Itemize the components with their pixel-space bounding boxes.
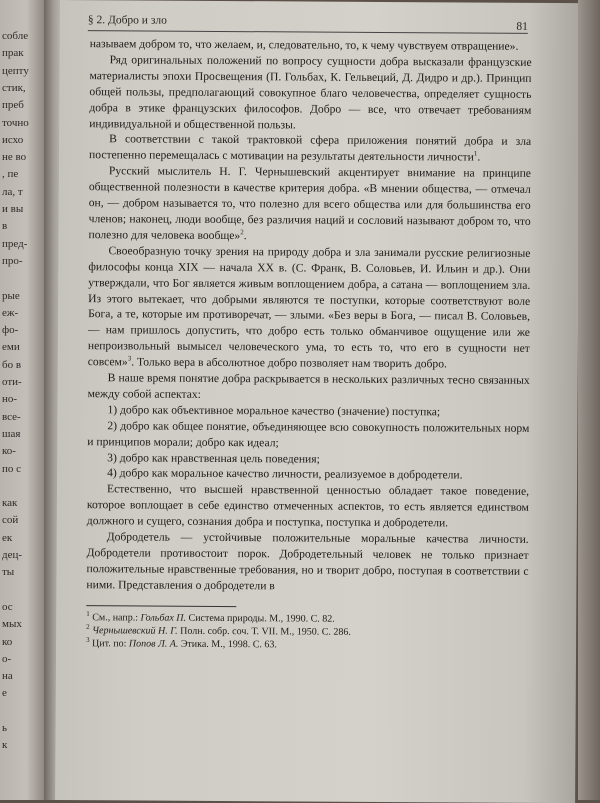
paragraph: 3) добро как нравственная цель поведения; (107, 450, 320, 466)
footnote-author: Попов Л. А. (128, 638, 179, 650)
paragraph: Естественно, что высшей нравственной ценностью обладает такое поведение, которое воплощает в себе единство отмеченных аспектов, то есть является единством должного и сущего, сознания добра и поступка, поступка и добродетели. (86, 482, 530, 530)
footnote-author: Чернышевский Н. Г. (92, 624, 178, 637)
page-right-edge (578, 0, 600, 800)
left-page-fragment: про- (2, 254, 23, 267)
left-page-fragment: еми (2, 341, 20, 354)
left-page-fragment: дец- (2, 549, 23, 561)
left-page-fragment: как (2, 497, 18, 510)
left-page-fragment: в (2, 220, 8, 233)
footnote-ref: 1 (473, 150, 478, 159)
paragraph: В соответствии с такой трактовкой сфера приложения понятий добра и зла постепенно перемещалась с мотивации на результаты деятельности личности$^1$. (89, 132, 532, 164)
paragraph: Ряд оригинальных положений по вопросу сущности добра высказали французские материалисты эпохи Просвещения (П. Гольбах, К. Гельвеций, Д. Дидро и др.). Принцип общей пользы, предполагающий совокупное благо человечества, определяет сущность добра в этике французских философов. Добро — все, что отвечает требованиям индивидуальной и общественной пользы. (89, 53, 532, 131)
left-page-fragment: е (2, 687, 7, 700)
paragraph: 4) добро как моральное качество личности, реализуемое в добродетели. (107, 466, 463, 482)
footnote-author: Гольбах П. (140, 612, 187, 624)
footnote-separator (86, 605, 236, 607)
left-page-fragment: ек (2, 531, 13, 544)
page-body (86, 36, 532, 652)
left-page-fragment: мых (2, 618, 22, 631)
paragraph: Добродетель — устойчивые положительные моральные качества личности. Добродетели противостоит порок. Добродетельный человек не только признает положительные нравственные требования, но и творит добро, поступая в соответствии с ними. Представления о добродетели в (86, 530, 529, 593)
left-page-fragment: сой (2, 514, 19, 527)
left-page-fragment: шая (2, 427, 21, 440)
left-page-fragment: точно (2, 116, 29, 129)
left-page-fragment: ла, т (2, 185, 23, 198)
paragraph: Своеобразную точку зрения на природу добра и зла занимали русские религиозные философы конца XIX — начала XX в. (С. Франк, В. Соловьев, И. Ильин и др.). Они утверждали, что Бог является живым воплощением добра, а сатана — воплощением зла. Из этого вытекает, что добрыми являются те поступки, которые соответствуют воле Бога, а те, которые им противоречат, — злыми. «Без веры в Бога, — писал В. Соловьев, — нам пришлось допустить, что добро есть только обманчивое ощущение или же непроизвольный вымысел человеческого ума, то есть то, что его в сущности нет совсем»$^3$. Только вера в абсолютное добро позволяет нам творить добро. (87, 244, 531, 371)
left-page-fragment: прак (2, 47, 24, 60)
left-page-fragment: цепту (2, 64, 29, 77)
previous-page-edge (0, 0, 44, 800)
left-page-fragment: ос (2, 600, 13, 613)
left-page-fragment: все- (2, 410, 21, 423)
left-page-fragment: собле (2, 30, 29, 42)
left-page-fragment: не во (2, 151, 27, 164)
footnote-ref: 2 (240, 228, 244, 237)
left-page-fragment: к (2, 739, 8, 752)
left-page-fragment: рые (2, 289, 20, 302)
footnote: $^3$ Цит. по: Попов Л. А. Этика. М., 1998. С. 63. (86, 635, 277, 651)
left-page-fragment: ко (2, 635, 13, 648)
page-number: 81 (516, 20, 528, 33)
paragraph: В наше время понятие добра раскрывается в нескольких различных тесно связанных между собой аспектах: (87, 371, 530, 401)
left-page-fragment: по с (2, 462, 22, 475)
left-page-fragment: стик, (2, 81, 26, 94)
left-page-fragment: исхо (2, 133, 24, 146)
left-page-fragment: ь (2, 722, 8, 734)
left-page-fragment: ко- (2, 445, 16, 458)
left-page-fragment: еж- (2, 306, 19, 319)
left-page-fragment: о- (2, 652, 12, 665)
left-page-fragment: бо в (2, 358, 22, 371)
footnote: $^1$ См., напр.: Гольбах П. Система природы. М., 1990. С. 82. (86, 609, 335, 625)
left-page-fragment: , пе (2, 168, 19, 181)
left-page-fragment: ты (2, 566, 15, 579)
paragraph: Русский мыслитель Н. Г. Чернышевский акцентирует внимание на принципе общественной полезности в качестве критерия добра. «В мнении общества, — отмечал он, — добром называется то, что полезно для всего общества или для большинства его членов; наконец, люди вообще, без различия наций и сословий называют добром то, что полезно для человека вообще»$^2$. (88, 164, 531, 243)
paragraph: 2) добро как общее понятие, объединяющее всю совокупность положительных норм и принципов морали; добро как идеал; (87, 419, 530, 450)
book-page (55, 0, 580, 803)
section-title: § 2. Добро и зло (87, 14, 167, 27)
paragraph: 1) добро как объективное моральное качество (значение) поступка; (107, 403, 441, 419)
paragraph: называем добром то, что желаем, и, следовательно, то, к чему чувствуем отвращение». (89, 37, 519, 53)
left-page-fragment: преб (2, 99, 24, 112)
left-page-fragment: на (2, 670, 13, 683)
running-header (88, 12, 528, 34)
footnote-list (86, 611, 528, 653)
left-page-fragment: но- (2, 393, 18, 406)
left-page-fragment: оти- (2, 376, 22, 388)
paragraph-list (86, 36, 531, 595)
left-page-fragment: фо- (2, 324, 19, 337)
left-page-fragment: и вы (2, 203, 24, 215)
footnote-ref: 3 (127, 354, 132, 363)
footnote: $^2$ Чернышевский Н. Г. Полн. собр. соч. Т. VII. М., 1950. С. 286. (86, 622, 351, 638)
left-page-fragment: пред- (2, 237, 28, 250)
